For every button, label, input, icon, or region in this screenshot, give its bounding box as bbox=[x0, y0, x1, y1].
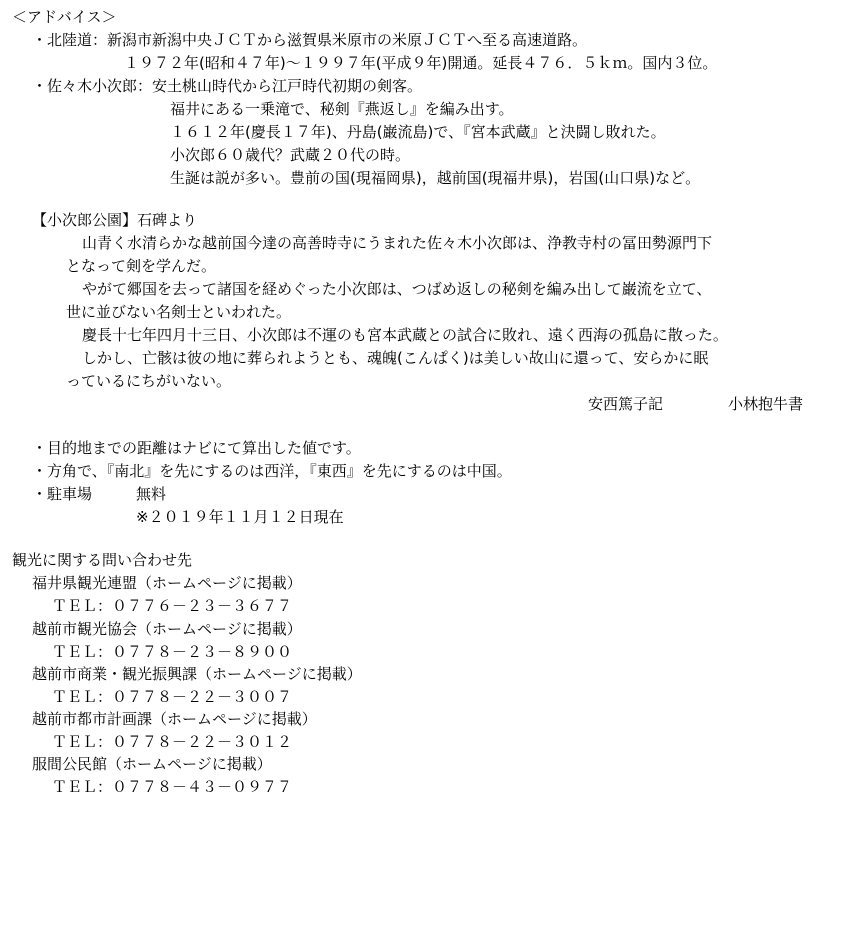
contact-tel: ＴＥＬ：０７７８－２３－８９００ bbox=[52, 643, 293, 661]
monument-calligrapher: 小林抱牛書 bbox=[728, 395, 804, 413]
contact-name: 越前市観光協会（ホームページに掲載） bbox=[32, 620, 302, 638]
contact-name: 服間公民館（ホームページに掲載） bbox=[32, 755, 272, 773]
advice-heading: ＜アドバイス＞ bbox=[12, 8, 117, 26]
monument-heading: 【小次郎公園】石碑より bbox=[32, 211, 198, 229]
kojiro-line-4: 小次郎６０歳代？武蔵２０代の時。 bbox=[170, 146, 411, 164]
note-as-of: ※２０１９年１１月１２日現在 bbox=[136, 508, 344, 526]
contact-tel: ＴＥＬ：０７７６－２３－３６７７ bbox=[52, 597, 293, 615]
monument-line: 山青く水清らかな越前国今達の高善時寺にうまれた佐々木小次郎は、浄教寺村の冨田勢源門下 bbox=[82, 234, 713, 252]
note-direction: ・方角で、『南北』を先にするのは西洋，『東西』を先にするのは中国。 bbox=[32, 462, 512, 480]
note-distance: ・目的地までの距離はナビにて算出した値です。 bbox=[32, 439, 361, 457]
monument-line: やがて郷国を去って諸国を経めぐった小次郎は、つばめ返しの秘剣を編み出して巌流を立て、 bbox=[82, 280, 712, 298]
contact-tel: ＴＥＬ：０７７８－４３－０９７７ bbox=[52, 778, 293, 796]
contact-name: 福井県観光連盟（ホームページに掲載） bbox=[32, 574, 302, 592]
kojiro-line-5: 生誕は説が多い。豊前の国(現福岡県)，越前国(現福井県)，岩国(山口県)など。 bbox=[170, 169, 701, 187]
monument-line: っているにちがいない。 bbox=[66, 372, 232, 390]
note-parking-label: ・駐車場 bbox=[32, 485, 93, 503]
note-parking-value: 無料 bbox=[136, 485, 167, 503]
kojiro-line-2: 福井にある一乗滝で、秘剣『燕返し』を編み出す。 bbox=[170, 100, 514, 118]
contact-name: 越前市都市計画課（ホームページに掲載） bbox=[32, 710, 317, 728]
monument-line: しかし、亡骸は彼の地に葬られようとも、魂魄(こんぱく)は美しい故山に還って、安らかに眠 bbox=[82, 349, 709, 367]
contact-tel: ＴＥＬ：０７７８－２２－３０１２ bbox=[52, 733, 293, 751]
monument-line: 慶長十七年四月十三日、小次郎は不運のも宮本武蔵との試合に敗れ、遠く西海の孤島に散った。 bbox=[82, 326, 728, 344]
contact-tel: ＴＥＬ：０７７８－２２－３００７ bbox=[52, 688, 293, 706]
hokuriku-line-2: １９７２年(昭和４７年)～１９９７年(平成９年)開通。延長４７６．５ｋｍ。国内３位。 bbox=[124, 54, 718, 72]
monument-author: 安西篤子記 bbox=[588, 395, 664, 413]
hokuriku-line-1: ・北陸道：新潟市新潟中央ＪＣＴから滋賀県米原市の米原ＪＣＴへ至る高速道路。 bbox=[32, 31, 588, 49]
kojiro-line-3: １６１２年(慶長１７年)、丹島(巌流島)で、『宮本武蔵』と決闘し敗れた。 bbox=[170, 123, 666, 141]
contacts-heading: 観光に関する問い合わせ先 bbox=[12, 551, 193, 569]
monument-line: となって剣を学んだ。 bbox=[66, 257, 217, 275]
monument-line: 世に並びない名剣士といわれた。 bbox=[66, 303, 292, 321]
contact-name: 越前市商業・観光振興課（ホームページに掲載） bbox=[32, 665, 362, 683]
kojiro-line-1: ・佐々木小次郎：安土桃山時代から江戸時代初期の剣客。 bbox=[32, 77, 423, 95]
